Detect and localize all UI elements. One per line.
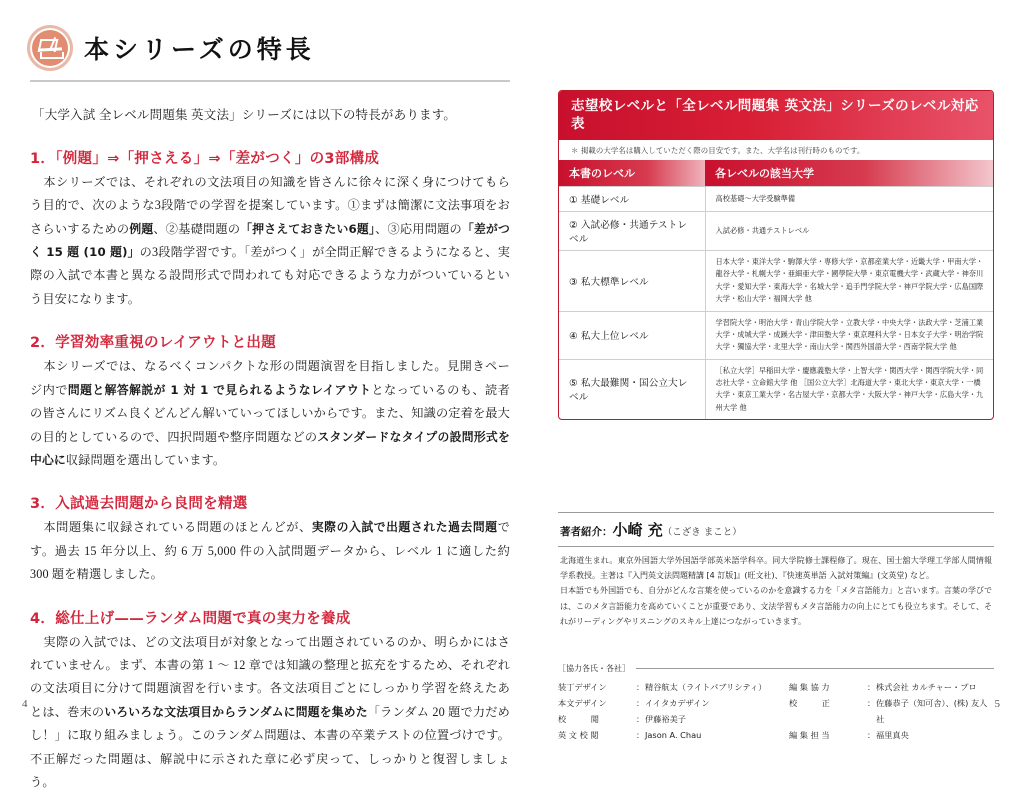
credit-item (558, 712, 763, 728)
credits-rule (636, 668, 994, 669)
credit-sep: ： (867, 697, 876, 708)
feature-section-4 (30, 607, 510, 795)
feature-section-3 (30, 492, 510, 586)
credit-key: 装丁デザイン (558, 681, 607, 692)
feature-heading-4: 4．総仕上げ——ランダム問題で真の実力を養成 (30, 610, 351, 627)
author-bio-paragraph-1: 北海道生まれ。東京外国語大学外国語学部英米語学科卒。同大学院修士課程修了。現在、国士舘大学理工学部人間情報学系教授。主著は『入門英文法問題精講 [4 訂版]』(旺文社)、『快速英単語 入試対策編』(文英堂) など。 (560, 556, 992, 581)
level-table-note: ＊ 掲載の大学名は購入していただく際の目安です。また、大学名は刊行時のものです。 (571, 146, 865, 156)
credit-key: 校 正 (789, 697, 830, 708)
feature-body-3: 本問題集に収録されている問題のほとんどが、実際の入試で出題された過去問題です。過去 15 年分以上、約 6 万 5,000 件の入試問題データから、レベル 1 に適した約 300 題を精選しました。 (30, 520, 510, 582)
level-table-body (559, 187, 993, 420)
credit-value: 精谷航太（ライトパブリシティ） (645, 681, 767, 692)
feature-section-2 (30, 331, 510, 472)
level-universities: 入試必修・共通テストレベル (705, 212, 993, 251)
credit-value: 株式会社 カルチャー・プロ (876, 681, 977, 692)
credits-columns (558, 680, 994, 744)
credit-item (558, 728, 763, 744)
level-universities: 高校基礎～大学受験準備 (705, 187, 993, 212)
credit-key: 編 集 担 当 (789, 729, 830, 740)
credit-item (789, 680, 994, 696)
feature-heading-3: 3．入試過去問題から良問を精選 (30, 496, 248, 513)
level-table-title: 志望校レベルと「全レベル問題集 英文法」シリーズのレベル対応表 (559, 91, 993, 140)
credit-sep: ： (636, 713, 645, 724)
intro-paragraph: 「大学入試 全レベル問題集 英文法」シリーズには以下の特長があります。 (32, 107, 457, 122)
level-label: ③ 私大標準レベル (559, 251, 705, 312)
credit-item (789, 696, 994, 728)
credit-sep: ： (636, 681, 645, 692)
credits-column-right (789, 680, 994, 744)
credit-item (789, 728, 994, 744)
page-header (30, 28, 510, 68)
table-row (559, 251, 993, 312)
author-label: 著者紹介： (560, 526, 613, 539)
author-bio (558, 547, 994, 628)
credit-key: 英 文 校 閲 (558, 729, 599, 740)
credit-key: 編 集 協 力 (789, 681, 830, 692)
credit-sep: ： (636, 729, 645, 740)
column-header-level: 本書のレベル (559, 160, 705, 187)
feature-section-1 (30, 147, 510, 312)
table-row (559, 187, 993, 212)
credit-item (558, 680, 767, 696)
author-name-line (558, 513, 994, 546)
credits-heading-row (558, 663, 994, 674)
level-universities: ［私立大学］早稲田大学・慶應義塾大学・上智大学・関西大学・関西学院大学・同志社大学・立命館大学 他 ［国公立大学］北海道大学・東北大学・東京大学・一橋大学・東京工業大学・名古屋大学・京都大学・大阪大学・神戸大学・広島大学・九州大学 他 (705, 359, 993, 419)
level-label: ① 基礎レベル (559, 187, 705, 212)
table-row (559, 311, 993, 359)
table-row (559, 212, 993, 251)
level-label: ④ 私大上位レベル (559, 311, 705, 359)
author-profile (558, 512, 994, 628)
author-bio-paragraph-2: 日本語でも外国語でも、自分がどんな言葉を使っているのかを意識する力を「メタ言語能力」と言います。言葉の学びでは、このメタ言語能力を高めていくことが重要であり、文法学習もメタ言語能力の向上にとても役立ちます。そして、それがリーディングやリスニングのスキル上達につながっていきます。 (560, 586, 992, 626)
header-divider (30, 80, 510, 82)
credits-section (558, 663, 994, 744)
credit-item (558, 696, 763, 712)
book-emblem-icon (30, 28, 70, 68)
right-page (540, 0, 1024, 740)
credit-sep: ： (636, 697, 645, 708)
credit-value: イイタカデザイン (645, 697, 710, 708)
feature-heading-2: 2．学習効率重視のレイアウトと出題 (30, 335, 277, 352)
table-header-row (559, 160, 993, 187)
level-label: ② 入試必修・共通テストレベル (559, 212, 705, 251)
credit-sep: ： (867, 681, 876, 692)
level-universities: 学習院大学・明治大学・青山学院大学・立教大学・中央大学・法政大学・芝浦工業大学・成城大学・成蹊大学・津田塾大学・東京理科大学・日本女子大学・明治学院大学・獨協大学・北里大学・南山大学・関西外国語大学・西南学院大学 他 (705, 311, 993, 359)
author-name: 小崎 充 (612, 521, 663, 540)
credit-value: 福里真央 (876, 729, 909, 740)
feature-body-2: 本シリーズでは、なるべくコンパクトな形の問題演習を目指しました。見開きページ内で問題と解答解説が 1 対 1 で見られるようなレイアウトとなっているのも、読者の皆さんにリズム良くどんどん解いていってほしいからです。また、知識の定着を最大の目的としているので、四択問題や整序問題などのスタンダードなタイプの設問形式を中心に収録問題を選出しています。 (30, 359, 511, 467)
credits-column-left (558, 680, 767, 744)
feature-body-1: 本シリーズでは、それぞれの文法項目の知識を皆さんに徐々に深く身につけてもらう目的で、次のような3段階での学習を提案しています。①まずは簡潔に文法事項をおさらいするための例題、②基礎問題の「押さえておきたい6題」、③応用問題の「差がつく 15 題 (10 題)」の3段階学習です。「差がつく」が全問正解できるようになると、実際の入試で本書と異なる設問形式で問われても対応できるような力がついているという目安になります。 (30, 174, 510, 306)
level-table (559, 160, 993, 419)
credit-value: 佐藤恭子（知可舎）、(株) 友人社 (876, 697, 988, 724)
credit-value: Jason A. Chau (645, 729, 702, 740)
credit-value: 伊藤裕美子 (645, 713, 686, 724)
feature-heading-1: 1．「例題」⇒「押さえる」⇒「差がつく」の3部構成 (30, 150, 380, 167)
level-label: ⑤ 私大最難関・国公立大レベル (559, 359, 705, 419)
feature-body-4: 実際の入試では、どの文法項目が対象となって出題されているのか、明らかにはされていません。まず、本書の第 1 ～ 12 章では知識の整理と拡充をするため、それぞれの文法項目に分けて問題演習を行います。各文法項目ごとにしっかり学習を終えたあとは、巻末のいろいろな文法項目からランダムに問題を集めた「ランダム 20 題で力だめし！」に取り組みましょう。このランダム問題は、本書の卒業テストの位置づけです。不正解だった問題は、解説中に示された章に必ず戻って、しっかりと復習しましょう。 (30, 634, 510, 790)
level-universities: 日本大学・東洋大学・駒澤大学・専修大学・京都産業大学・近畿大学・甲南大学・龍谷大学・札幌大学・亜細亜大学・國學院大學・東京電機大学・武蔵大学・神奈川大学・愛知大学・東海大学・名城大学・追手門学院大学・神戸学院大学・広島国際大学・松山大学・福岡大学 他 (705, 251, 993, 312)
credit-sep: ： (867, 729, 876, 740)
page-number-left: 4 (22, 698, 28, 710)
credits-heading: ［協力各氏・各社］ (558, 663, 630, 673)
table-row (559, 359, 993, 419)
level-correspondence-table (558, 90, 994, 420)
credit-key: 校 閲 (558, 713, 599, 724)
page-title: 本シリーズの特長 (84, 35, 315, 64)
credit-key: 本文デザイン (558, 697, 607, 708)
author-kana: （こざき まこと） (662, 527, 742, 539)
column-header-universities: 各レベルの該当大学 (705, 160, 993, 187)
page-number-right: 5 (994, 698, 1000, 710)
